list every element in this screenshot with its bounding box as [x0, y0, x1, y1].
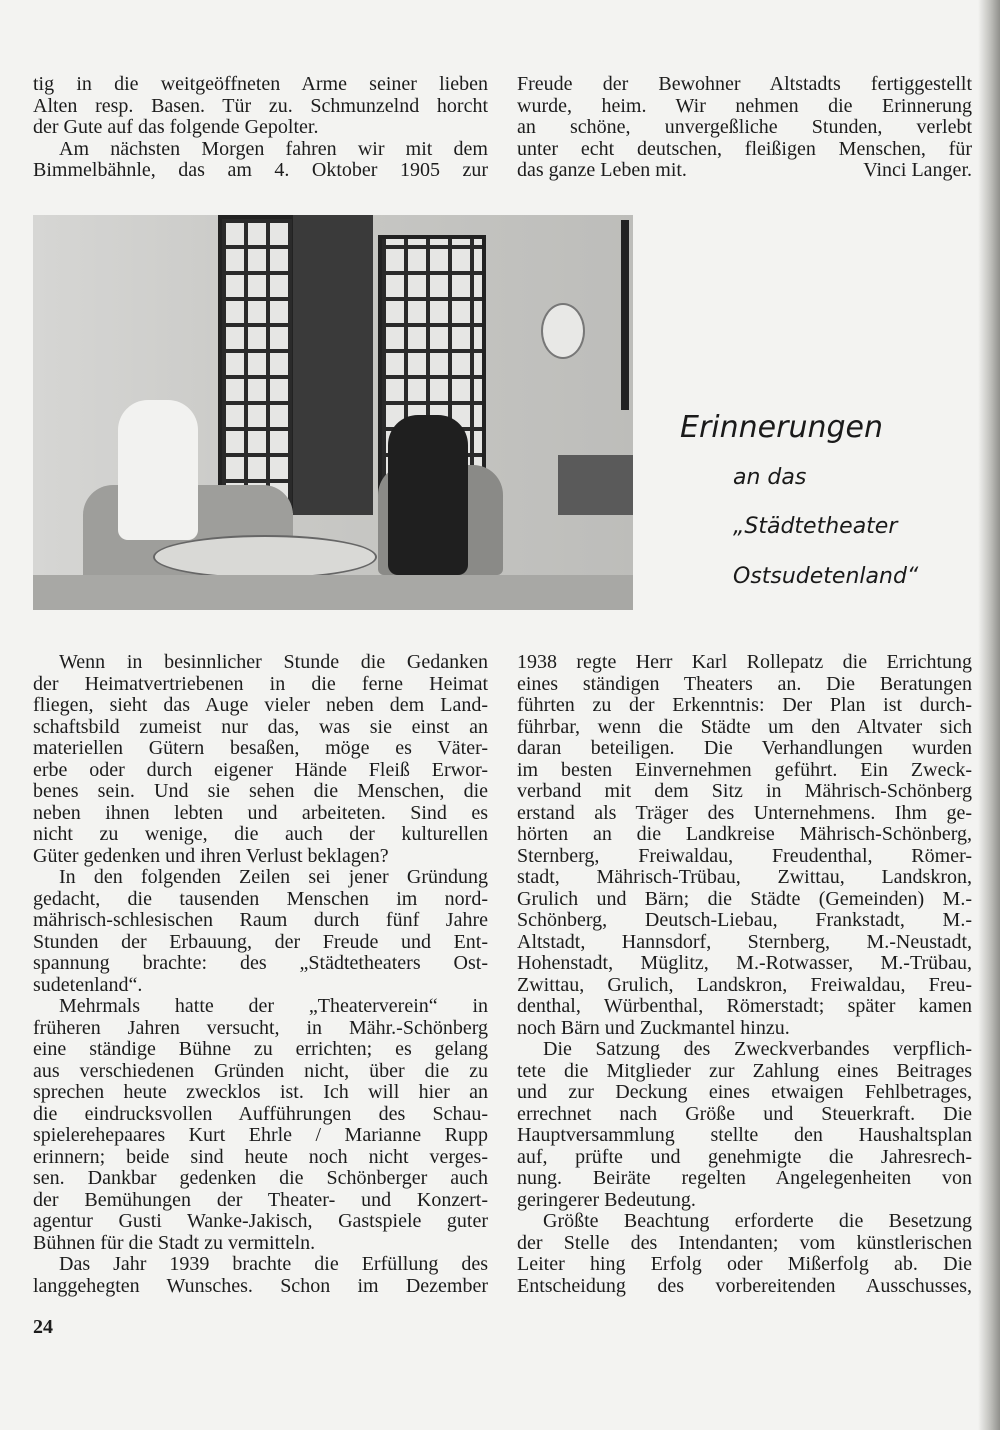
text-line [517, 717, 972, 739]
text-line-content: denthal, Würbenthal, Römerstadt; später kamen [517, 995, 972, 1017]
text-line [33, 781, 488, 803]
text-line [33, 139, 488, 161]
text-line-content: der Gute auf das folgende Gepolter. [33, 116, 319, 138]
text-line-content: Grulich und Bärn; die Städte (Gemeinden) M.- [517, 887, 972, 910]
text-line [517, 996, 972, 1018]
text-line [517, 674, 972, 696]
author-signature: Vinci Langer. [863, 159, 972, 181]
text-line [517, 1276, 972, 1298]
text-line [33, 1276, 488, 1298]
text-line-content: Freude der Bewohner Altstadts fertiggestellt [517, 73, 972, 95]
text-line-content: Größte Beachtung erforderte die Besetzung [543, 1210, 972, 1232]
top-right-column [517, 74, 972, 182]
text-line-content: materiellen Gütern besaßen, möge es Väter- [33, 737, 488, 759]
text-line [33, 760, 488, 782]
text-line [517, 96, 972, 118]
man-white-suit [118, 400, 198, 540]
article-subtitle-line-1: an das [733, 465, 807, 490]
text-line-content: benes sein. Und sie sehen die Menschen, die [33, 780, 488, 802]
text-line [33, 1168, 488, 1190]
text-line-content: früheren Jahren versucht, in Mähr.-Schönberg [33, 1016, 488, 1039]
text-line-content: und zur Deckung eines etwaigen Fehlbetrages, [517, 1081, 972, 1103]
text-line-content: daran beteiligen. Die Verhandlungen wurden [517, 737, 972, 759]
text-line-content: der Heimatvertriebenen in die ferne Heimat [33, 672, 488, 695]
text-line-content: sprechen heute zwecklos ist. Ich will hier an [33, 1081, 488, 1103]
text-line-content: Schönberg, Deutsch-Liebau, Frankstadt, M.- [517, 909, 972, 931]
text-line [517, 910, 972, 932]
floor [33, 575, 633, 610]
text-line [517, 975, 972, 997]
text-line [33, 1125, 488, 1147]
text-line [517, 1061, 972, 1083]
body-right-column [517, 652, 972, 1297]
page-number: 24 [33, 1316, 53, 1338]
text-line [33, 1082, 488, 1104]
text-line-content: fliegen, sieht das Auge vieler neben dem Land- [33, 694, 488, 716]
text-line-content: Altstadt, Hannsdorf, Sternberg, M.-Neustadt, [517, 930, 972, 953]
text-line-content: agentur Gusti Wanke-Jakisch, Gastspiele guter [33, 1210, 488, 1232]
text-line-content: sudetenland“. [33, 973, 143, 996]
text-line-content: der Bemühungen der Theater- und Konzert- [33, 1188, 488, 1211]
top-left-column [33, 74, 488, 182]
text-line [33, 1039, 488, 1061]
text-line [33, 117, 488, 139]
text-line [33, 867, 488, 889]
text-line-content: aus verschiedenen Gründen nicht, über die zu [33, 1059, 488, 1082]
text-line-content: Leiter hing Erfolg oder Mißerfolg ab. Die [517, 1253, 972, 1275]
text-line-content: das ganze Leben mit. [517, 159, 687, 181]
text-line-content: errechnet nach Größe und Steuerkraft. Die [517, 1102, 972, 1125]
text-line [33, 953, 488, 975]
body-left-column [33, 652, 488, 1297]
radiator [558, 455, 633, 515]
text-line [33, 975, 488, 997]
text-line-content: nung. Beiräte regelten Angelegenheiten von [517, 1167, 972, 1189]
man-dark-suit [388, 415, 468, 575]
text-line [33, 652, 488, 674]
text-line [517, 1018, 972, 1040]
text-line [33, 1211, 488, 1233]
text-line [33, 1018, 488, 1040]
text-line-content: im besten Einvernehmen geführt. Ein Zweck- [517, 758, 972, 781]
text-line [33, 932, 488, 954]
text-line-content: Mehrmals hatte der „Theaterverein“ in [59, 995, 488, 1017]
text-line [517, 1125, 972, 1147]
text-line-content: unter echt deutschen, fleißigen Menschen, für [517, 137, 972, 160]
text-line [517, 803, 972, 825]
text-line [517, 160, 972, 182]
text-line [517, 117, 972, 139]
article-subtitle-line-3: Ostsudetenland“ [733, 564, 919, 589]
round-table [153, 535, 377, 579]
text-line-content: Das Jahr 1939 brachte die Erfüllung des [59, 1253, 488, 1275]
text-line-content: spannung brachte: des „Städtetheaters Ost- [33, 952, 488, 974]
text-line [33, 846, 488, 868]
text-line-content: Zwittau, Grulich, Landskron, Freiwaldau, Freu- [517, 973, 972, 996]
text-line-content: geringerer Bedeutung. [517, 1188, 696, 1211]
text-line [33, 1147, 488, 1169]
text-line [517, 824, 972, 846]
text-line [33, 674, 488, 696]
text-line-content: Stunden der Erbauung, der Freude und Ent- [33, 930, 488, 953]
text-line [517, 695, 972, 717]
text-line [517, 932, 972, 954]
text-line [33, 824, 488, 846]
text-line-content: Alten resp. Basen. Tür zu. Schmunzelnd horcht [33, 94, 488, 117]
text-line [33, 910, 488, 932]
text-line-content: nicht zu wenige, die auch der kulturellen [33, 823, 488, 845]
text-line [517, 1082, 972, 1104]
text-line [33, 1190, 488, 1212]
text-line-content: spielerehepaares Kurt Ehrle / Marianne Rupp [33, 1124, 488, 1146]
text-line [517, 738, 972, 760]
text-line-content: tig in die weitgeöffneten Arme seiner lieben [33, 73, 488, 95]
text-line [33, 160, 488, 182]
text-line [517, 867, 972, 889]
text-line-content: neben ihnen lebten und arbeiteten. Sind es [33, 801, 488, 824]
text-line-content: Bimmelbähnle, das am 4. Oktober 1905 zur [33, 159, 488, 181]
text-line-content: Güter gedenken und ihren Verlust beklagen? [33, 844, 389, 867]
text-line [517, 652, 972, 674]
text-line [517, 1104, 972, 1126]
text-line [517, 781, 972, 803]
text-line [517, 1211, 972, 1233]
text-line [33, 96, 488, 118]
text-line [33, 695, 488, 717]
text-line [33, 1104, 488, 1126]
wall-plate [541, 303, 585, 359]
text-line [517, 1233, 972, 1255]
text-line [517, 139, 972, 161]
text-line-content: führten zu der Erkenntnis: Der Plan ist durch- [517, 694, 972, 716]
text-line [517, 1168, 972, 1190]
text-line-content: erbe oder durch eigener Hände Fleiß Erwor- [33, 758, 488, 781]
text-line-content: auf, prüfte und genehmigte die Jahresrech- [517, 1145, 972, 1168]
text-line-content: Bühnen für die Stadt zu vermitteln. [33, 1231, 316, 1254]
text-line [517, 889, 972, 911]
text-line-content: mährisch-schlesischen Raum durch fünf Jahre [33, 909, 488, 931]
text-line-content: langgehegten Wunsches. Schon im Dezember [33, 1274, 488, 1297]
text-line [517, 1254, 972, 1276]
curtain [293, 215, 373, 515]
text-line-content: eine ständige Bühne zu errichten; es gelang [33, 1038, 488, 1060]
text-line-content: die eindrucksvollen Aufführungen des Schau- [33, 1102, 488, 1125]
text-line-content: verband mit dem Sitz in Mährisch-Schönberg [517, 780, 972, 802]
article-subtitle-line-2: „Städtetheater [733, 514, 898, 539]
text-line [517, 846, 972, 868]
text-line [517, 760, 972, 782]
text-line [33, 738, 488, 760]
text-line-content: Sternberg, Freiwaldau, Freudenthal, Römer- [517, 844, 972, 867]
theater-scene-photo [33, 215, 633, 610]
text-line-content: gedacht, die tausenden Menschen im nord- [33, 887, 488, 910]
text-line-content: Hohenstadt, Müglitz, M.-Rotwasser, M.-Trübau, [517, 952, 972, 974]
text-line [33, 1254, 488, 1276]
text-line-content: noch Bärn und Zuckmantel hinzu. [517, 1016, 790, 1039]
text-line-content: 1938 regte Herr Karl Rollepatz die Errichtung [517, 651, 972, 673]
text-line-content: Die Satzung des Zweckverbandes verpflich- [543, 1038, 972, 1060]
window-left [218, 215, 296, 513]
text-line-content: an schöne, unvergeßliche Stunden, verlebt [517, 116, 972, 138]
text-line [517, 953, 972, 975]
text-line-content: schaftsbild zumeist nur das, was sie einst an [33, 715, 488, 738]
text-line-content: Entscheidung des vorbereitenden Ausschusses, [517, 1274, 972, 1297]
text-line-content: führbar, wenn die Städte um den Altvater sich [517, 715, 972, 738]
text-line [33, 717, 488, 739]
text-line [33, 74, 488, 96]
text-line-content: tete die Mitglieder zur Zahlung eines Beitrages [517, 1059, 972, 1082]
text-line [517, 74, 972, 96]
text-line [33, 803, 488, 825]
text-line [517, 1039, 972, 1061]
text-line-content: Wenn in besinnlicher Stunde die Gedanken [59, 651, 488, 673]
text-line [517, 1190, 972, 1212]
text-line-content: Hauptversammlung stellte den Haushaltsplan [517, 1124, 972, 1146]
text-line-content: sen. Dankbar gedenken die Schönberger auch [33, 1167, 488, 1189]
text-line-content: erstand als Träger des Unternehmens. Ihm ge- [517, 801, 972, 824]
text-line [517, 1147, 972, 1169]
article-title: Erinnerungen [680, 410, 883, 445]
text-line-content: eines ständigen Theaters an. Die Beratungen [517, 672, 972, 695]
text-line [33, 996, 488, 1018]
text-line [33, 889, 488, 911]
text-line [33, 1233, 488, 1255]
text-line-content: hörten an die Landkreise Mährisch-Schönberg, [517, 823, 972, 845]
text-line-content: wurde, heim. Wir nehmen die Erinnerung [517, 94, 972, 117]
text-line [33, 1061, 488, 1083]
text-line-content: der Stelle des Intendanten; vom künstlerischen [517, 1231, 972, 1254]
page-edge-shadow [978, 0, 1000, 1430]
door-edge [621, 220, 629, 410]
text-line-content: stadt, Mährisch-Trübau, Zwittau, Landskron, [517, 866, 972, 888]
text-line-content: erinnern; beide sind heute noch nicht verges- [33, 1145, 488, 1168]
text-line-content: Am nächsten Morgen fahren wir mit dem [59, 137, 488, 160]
text-line-content: In den folgenden Zeilen sei jener Gründung [59, 866, 488, 888]
